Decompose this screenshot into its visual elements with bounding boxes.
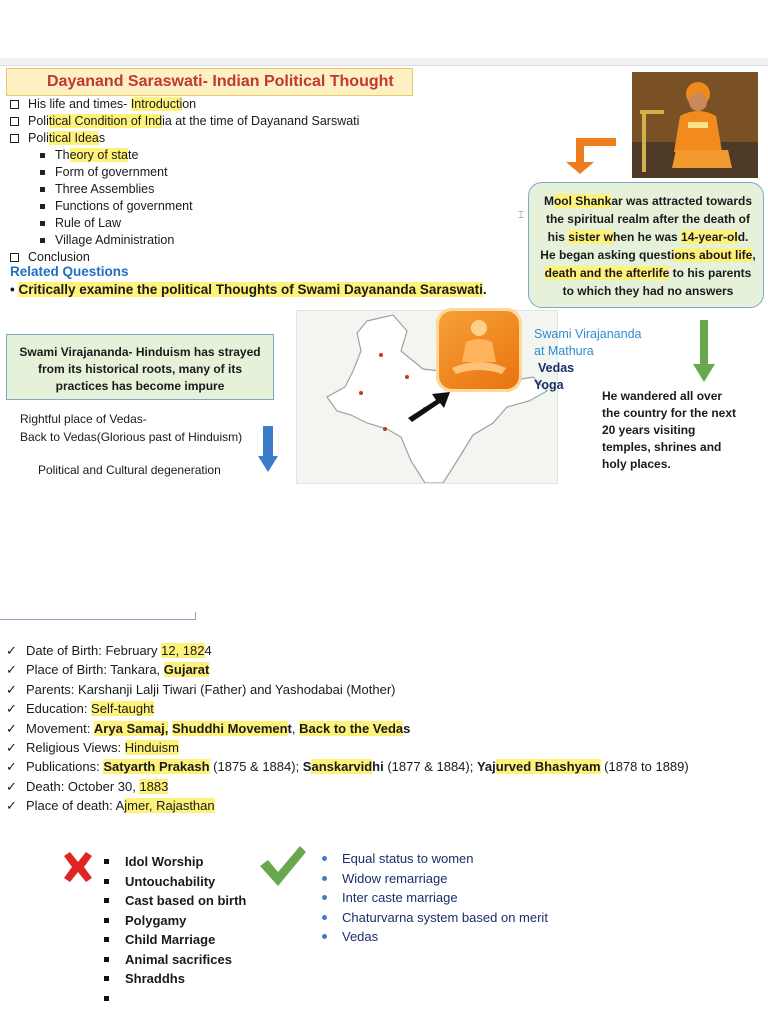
related-questions-heading: Related Questions [10, 264, 129, 279]
text-segment: ool Shank [553, 194, 612, 208]
text-segment: ons about life [674, 248, 753, 262]
outline-item-conclusion: Conclusion [10, 249, 359, 266]
rejected-item [104, 930, 246, 950]
text-segment: ar was attracted towards [611, 194, 753, 208]
wandered-text: He wandered all over the country for the next 20 years visiting temples, shrines and holy places. [602, 389, 737, 471]
accepted-item [320, 908, 548, 928]
fact-item [6, 699, 689, 718]
outline-sub-item [10, 232, 359, 249]
text-segment: the spiritual realm after the death of [545, 212, 751, 226]
checkmark-icon: ✓ [6, 740, 17, 756]
virajananda-mathura-label: Swami Virajananda at Mathura [534, 327, 642, 358]
fact-item [6, 738, 689, 757]
rejected-item [104, 989, 246, 1009]
accepted-item-label: Vedas [342, 929, 379, 944]
outline-sub-item [10, 181, 359, 198]
dayanand-portrait-image [632, 72, 758, 178]
slide-title: Dayanand Saraswati- Indian Political Thought [47, 73, 394, 90]
rejected-item-label: Animal sacrifices [125, 951, 232, 967]
text-segment: d. [737, 230, 749, 244]
text-segment: Arya Samaj, [93, 720, 169, 736]
text-segment: Hinduism [124, 740, 179, 756]
checkmark-icon: ✓ [6, 778, 17, 794]
green-down-arrow-icon [693, 320, 715, 382]
text-segment: 14-year-ol [681, 230, 738, 244]
text-segment: ia at the time of Dayanand Sarswati [162, 114, 360, 128]
rejected-item [104, 950, 246, 970]
text-segment: Date of Birth: February [26, 643, 162, 658]
rejected-item-label: Cast based on birth [125, 893, 247, 908]
accepted-item [320, 888, 548, 908]
checkmark-icon: ✓ [6, 643, 17, 658]
title-box [6, 68, 413, 96]
red-cross-icon [60, 850, 96, 884]
text-segment: Three Assemblies [55, 182, 155, 196]
text-segment: jmer, Rajasthan [124, 798, 215, 814]
text-segment: M [543, 194, 554, 208]
text-segment: sister w [568, 230, 613, 244]
text-segment: 12, 182 [161, 643, 205, 658]
text-segment: Poli [28, 114, 49, 128]
mool-line [534, 282, 762, 300]
text-segment: anskarvid [311, 759, 373, 775]
text-segment: Gujarat [163, 662, 210, 678]
text-segment: Parents: Karshanji Lalji Tiwari (Father) and Yashodabai (Mother) [26, 681, 396, 697]
text-segment: Form of government [55, 165, 168, 179]
toolbar-strip [0, 58, 768, 66]
accepted-item [320, 849, 548, 869]
text-segment: Shuddhi Movemen [171, 720, 288, 736]
accepted-item [320, 927, 548, 947]
text-segment: 4 [204, 643, 212, 658]
text-segment: (1878 to 1889) [600, 759, 689, 775]
text-segment: hi [372, 759, 384, 775]
outline-item [10, 96, 359, 113]
outline-sub-item [10, 147, 359, 164]
text-segment: t [287, 720, 292, 736]
text-cursor-icon: ⌶ [518, 210, 524, 221]
text-segment: (1875 & 1884); [209, 759, 303, 775]
text-segment: 1883 [139, 778, 169, 794]
rejected-item-label: Child Marriage [125, 932, 216, 947]
rightful-place-text: Rightful place of Vedas- Back to Vedas(Glorious past of Hinduism) [20, 412, 243, 444]
text-segment: tical Idea [48, 131, 99, 145]
checkmark-icon: ✓ [6, 681, 17, 697]
outline-item [10, 113, 359, 130]
portrait-illustration [632, 72, 758, 178]
rejected-item [104, 872, 246, 892]
rejected-item-label: Idol Worship [125, 854, 204, 869]
checkmark-icon: ✓ [6, 720, 17, 736]
rejected-item-label: Shraddhs [125, 971, 185, 986]
fact-item [6, 777, 689, 796]
mool-line [534, 246, 762, 264]
text-segment: eory of sta [69, 148, 128, 162]
checkmark-icon: ✓ [6, 798, 17, 814]
text-segment: s [403, 720, 411, 736]
mool-line [534, 210, 762, 228]
supported-reforms-list [320, 849, 548, 947]
text-segment: Functions of government [55, 199, 193, 213]
vedas-yoga-label: Vedas Yoga [534, 361, 575, 392]
text-segment: Death: October 30, [26, 778, 140, 794]
accepted-item-label: Inter caste marriage [342, 890, 458, 905]
text-segment: S [302, 759, 312, 775]
text-segment: hen he was [612, 230, 682, 244]
accepted-item-label: Widow remarriage [342, 870, 448, 886]
rejected-item [104, 891, 246, 911]
text-segment: s [98, 131, 106, 145]
black-arrow-icon [406, 390, 452, 424]
mool-shankar-text [534, 192, 762, 300]
rejected-practices-list [104, 852, 246, 1008]
slide-political-thought [0, 58, 768, 484]
text-segment: Back to the Veda [299, 720, 404, 736]
biography-facts-list [6, 641, 689, 816]
fact-item [6, 757, 689, 776]
text-segment: urved Bhashyam [495, 759, 601, 775]
slide2-header-bar [0, 612, 196, 620]
degeneration-text: Political and Cultural degeneration [38, 463, 221, 477]
mool-line [534, 228, 762, 246]
rejected-item [104, 911, 246, 931]
outline-sub-item [10, 164, 359, 181]
checkmark-icon: ✓ [6, 759, 17, 775]
mool-line [534, 264, 762, 282]
text-segment: , [752, 248, 756, 262]
text-segment: his [547, 230, 569, 244]
rejected-item [104, 852, 246, 872]
fact-item [6, 680, 689, 699]
checkmark-icon: ✓ [6, 701, 17, 717]
outline-sub-item [10, 215, 359, 232]
slide-biography-facts [0, 612, 768, 1024]
rejected-item-label: Polygamy [125, 912, 187, 928]
accepted-item [320, 869, 548, 889]
fact-item [6, 660, 689, 679]
text-segment: Movement: [26, 720, 94, 736]
outline-item [10, 130, 359, 147]
text-segment: Publications: [26, 759, 104, 775]
fact-item [6, 719, 689, 738]
outline-list [10, 96, 359, 266]
critical-question: • Critically examine the political Thoughts of Swami Dayananda Saraswati. [10, 282, 487, 297]
text-segment: Introducti [130, 97, 183, 111]
meditating-figure-icon [436, 308, 522, 392]
text-segment: Religious Views: [26, 740, 125, 756]
rejected-item [104, 969, 246, 989]
text-segment: Rule of Law [55, 216, 122, 230]
green-check-icon [258, 844, 308, 888]
text-segment: on [182, 97, 197, 111]
checkmark-icon: ✓ [6, 662, 17, 678]
text-segment: Place of death: A [26, 798, 125, 814]
text-segment: death and the afterlife [544, 266, 670, 280]
fact-item [6, 796, 689, 815]
orange-arrow-icon [562, 132, 618, 176]
text-segment: Village Administration [55, 233, 175, 247]
text-segment: Yaj [476, 759, 496, 775]
blue-down-arrow-icon [258, 426, 278, 472]
text-segment: , [291, 720, 300, 736]
rejected-item-label: Untouchability [125, 873, 216, 889]
fact-item [6, 641, 689, 660]
text-segment: Th [55, 148, 70, 162]
text-segment: (1877 & 1884); [383, 759, 477, 775]
outline-sub-item [10, 198, 359, 215]
text-segment: Self-taught [91, 701, 154, 717]
text-segment: to his parents [669, 266, 752, 280]
text-segment: tical Condition of Ind [48, 114, 163, 128]
text-segment: Place of Birth: Tankara, [26, 662, 164, 678]
virajananda-text: Swami Virajananda- Hinduism has strayed from its historical roots, many of its practices has become impure [19, 345, 261, 393]
text-segment: Poli [28, 131, 49, 145]
accepted-item-label: Chaturvarna system based on merit [342, 909, 548, 925]
text-segment: to which they had no answers [562, 284, 734, 298]
text-segment: He began asking questi [540, 248, 675, 262]
accepted-item-label: Equal status to women [342, 851, 474, 866]
meditation-icon [436, 308, 522, 392]
text-segment: te [127, 148, 139, 162]
text-segment: His life and times- [28, 97, 131, 111]
mool-line [534, 192, 762, 210]
text-segment: Satyarth Prakash [103, 759, 210, 775]
text-segment: Education: [26, 701, 92, 717]
